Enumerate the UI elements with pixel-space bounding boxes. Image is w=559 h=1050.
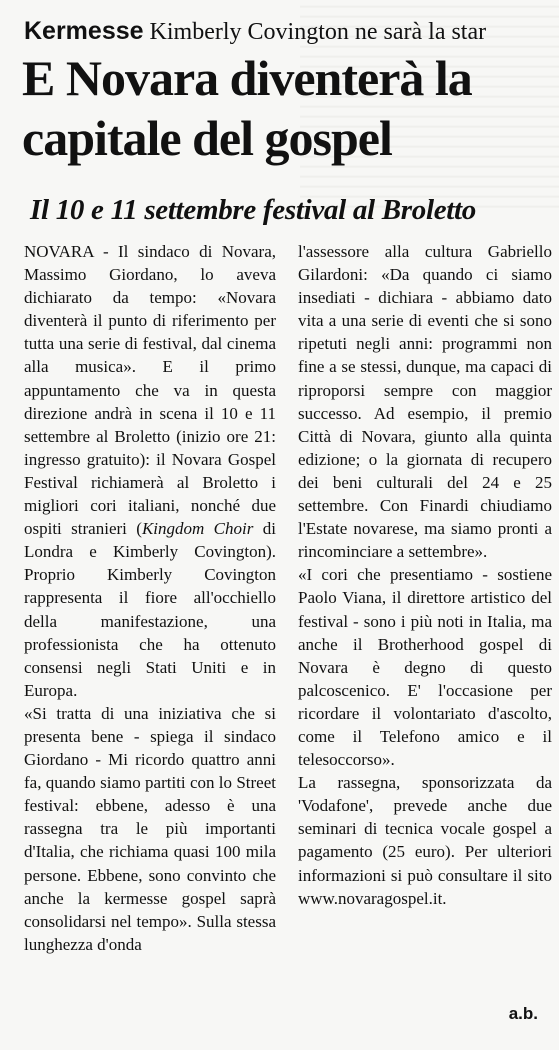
headline: E Novara diventerà la capitale del gospel: [22, 50, 472, 166]
paragraph-3: l'assessore alla cultura Gabriello Gilardoni: «Da quando ci siamo insediati - dichiara - abbiamo dato vita a una serie di eventi che si sono ripetuti negli anni: programmi non fine a se stessi, dunque, ma capaci di riproporsi sempre con maggior successo. Ad esempio, il premio Città di Novara, giunto alla quinta edizione; o la giornata di recupero dei beni culturali del 24 e 25 settembre. Con Finardi chiudiamo l'Estate novarese, ma siamo pronti a rincominciare a settembre».: [298, 242, 552, 562]
paragraph-1-text-a: NOVARA - Il sindaco di Novara, Massimo Giordano, lo aveva dichiarato da tempo: «Novara diventerà il punto di riferimento per tutta una serie di festival, dal cinema alla musica». E il primo appuntamento che va in questa direzione andrà in scena il 10 e 11 settembre al Broletto (inizio ore 21: ingresso gratuito): il Novara Gospel Festival richiamerà al Broletto i migliori cori italiani, nonché due ospiti stranieri (: [24, 242, 276, 539]
byline: a.b.: [508, 1004, 538, 1023]
article-column-2: [298, 240, 552, 910]
kicker: [24, 17, 486, 46]
section-tag: Kermesse: [24, 17, 144, 45]
paragraph-5: La rassegna, sponsorizzata da 'Vodafone', prevede anche due seminari di tecnica vocale gospel a pagamento (25 euro). Per ulteriori informazioni si può consultare il sito www.novaragospel.it.: [298, 773, 552, 908]
paragraph-1: [24, 240, 276, 702]
kicker-text: Kimberly Covington ne sarà la star: [149, 19, 487, 45]
choir-name: Kingdom Choir: [141, 519, 254, 539]
subheadline: Il 10 e 11 settembre festival al Broletto: [30, 194, 477, 226]
paragraph-1-text-b: di Londra e Kimberly Covington). Proprio Kimberly Covington rappresenta il fiore all'occhiello della manifestazione, una professionista che ha ottenuto consensi negli Stati Uniti e in Europa.: [24, 519, 276, 700]
paragraph-2: «Si tratta di una iniziativa che si presenta bene - spiega il sindaco Giordano - Mi ricordo quattro anni fa, quando siamo partiti con lo Street festival: ebbene, adesso è una rassegna tra le più importanti d'Italia, che richiama quasi 100 mila persone. Ebbene, sono convinto che anche la kermesse gospel saprà consolidarsi nel tempo». Sulla stessa lunghezza d'onda: [24, 703, 276, 954]
paragraph-4: «I cori che presentiamo - sostiene Paolo Viana, il direttore artistico del festival - sono i più noti in Italia, ma anche il Brotherhood gospel di Novara è degno di questo palcoscenico. E' l'occasione per ricordare il volontariato d'ascolto, come il Telefono amico e il telesoccorso».: [298, 565, 552, 770]
article-column-1: [24, 240, 276, 956]
